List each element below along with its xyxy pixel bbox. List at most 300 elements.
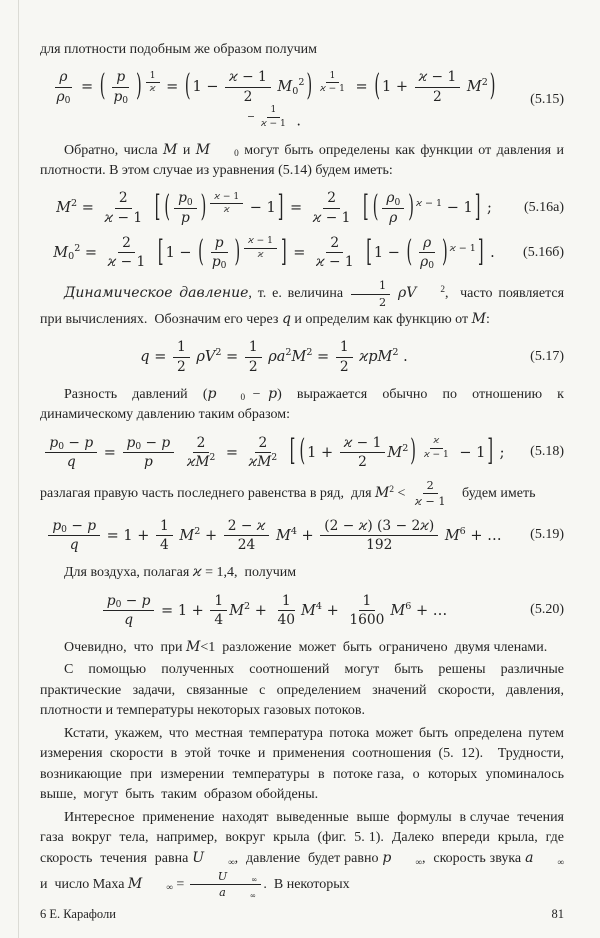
fraction-numerator [48,518,100,536]
text-run: = [77,200,99,217]
math-variable: ρ [196,349,205,366]
page-number: 81 [551,907,564,921]
fraction [340,435,386,471]
text-run: = [161,79,183,96]
text-run: . [485,244,495,261]
math-variable: p [84,434,94,451]
paragraph [40,140,568,182]
fraction-numerator [326,235,343,253]
group-content [107,69,134,105]
text-run: и [177,142,196,158]
text-run: = [76,79,98,96]
bracket-group [156,235,289,271]
fraction [257,105,290,129]
text-run: <1 разложение может быть ограничено двумя членами. [200,640,548,656]
text-run: ∞ [249,890,256,900]
math-variable: ϰ [414,495,422,509]
text-run: 0 [115,599,122,610]
math-variable: ϰ [229,69,238,86]
text-run: 0 [220,261,227,272]
text-run: − 1 [113,209,143,226]
text-run: − 1 [116,254,146,271]
text-run: 0 [61,524,67,535]
fraction [45,435,97,471]
fraction [123,435,175,471]
fraction [245,339,262,375]
fraction-denominator [309,209,355,226]
paragraph [40,637,564,658]
math-variable: ϰ [260,118,267,129]
superscript [418,436,455,460]
open-bracket: ( [372,191,379,225]
fraction-numerator [211,235,228,253]
fraction-denominator [210,611,227,628]
text-run: 2 [74,242,81,254]
fraction-denominator [240,88,257,105]
text-run: 1 [248,339,258,356]
math-variable: p [211,254,221,271]
text-run: 2 [118,190,128,207]
math-variable: ρ [389,209,398,226]
group-content [193,69,305,105]
text-run: 2 [433,88,442,105]
fraction-denominator [220,204,234,216]
fraction [53,69,75,105]
text-run: − 1 [455,242,476,254]
close-bracket: ) [234,236,241,269]
text-run: 4 [315,600,322,612]
fraction-numerator [123,435,175,453]
fraction-numerator [224,518,270,536]
text-run: + [296,527,319,544]
text-run: 0 [186,197,193,208]
text-run: = 1,4, получим [201,565,297,581]
text-run: Обратно, числа [64,142,164,158]
text-run: − 1 [253,236,273,247]
fraction-denominator [351,295,390,309]
open-bracket: ( [406,236,413,269]
text-run: 2 [330,234,340,251]
text-run: + [322,602,344,619]
text-run: 2 [327,190,336,207]
equation [40,339,564,375]
page-footer [40,907,564,922]
math-variable: p [368,349,378,366]
scan-gutter-line [18,0,19,938]
equation-formula [40,190,508,226]
math-variable: q [124,611,133,628]
fraction [174,190,197,226]
text-run: 2 − [227,517,257,534]
text-run: , часто появляется при вычислениях. Обозначим его через [40,286,568,327]
text-run: 2 [248,358,258,375]
superscript [242,236,279,260]
fraction-numerator [45,435,97,453]
math-variable: M [195,453,210,470]
text-run: 4 [290,525,297,537]
math-variable: M [466,79,482,96]
text-run: 1 − [373,244,405,261]
math-variable: ϰ [418,69,428,86]
math-variable: p [214,234,224,251]
fraction [312,235,358,271]
text-run: 2 [71,198,78,210]
bracket-group [364,235,485,271]
text-run: : [485,311,490,327]
open-bracket: [ [157,236,164,269]
math-variable: M [179,527,195,544]
math-variable: p [126,434,136,451]
fraction [48,518,100,554]
text-run: для плотности подобным же образом получим [40,42,317,57]
page-content [40,40,572,900]
fraction [336,339,353,375]
math-variable: M [387,444,403,461]
text-run: 2 [306,347,313,359]
math-variable: ϰ [433,435,440,446]
math-variable: p [178,190,187,207]
fraction-denominator [183,453,219,470]
math-variable: q [66,453,76,470]
math-variable: p [143,453,153,470]
text-run: − [64,434,85,451]
text-run: + … [465,527,502,544]
fraction-denominator [411,494,450,508]
math-variable: ϰ [343,434,353,451]
math-variable: ϰ [214,191,220,202]
text-run: − 1 [454,444,486,461]
math-variable: p [161,434,171,451]
text-run: , скорость звука [421,851,526,867]
fraction [351,279,390,308]
fraction [316,71,349,95]
math-variable: ϰ [415,198,422,210]
math-variable: ϰ [449,242,456,254]
text-run: 1 [378,279,387,293]
text-run: = 1 + [102,527,155,544]
text-run: ) выражается обычно по отношению к динамическому давлению таким образом: [40,386,571,423]
math-variable: M [277,79,293,96]
math-variable: M [127,875,143,892]
text-run: ; [482,200,492,217]
fraction [416,235,438,271]
math-variable: M [275,527,291,544]
math-variable: ϰ [257,249,264,260]
text-run: 2 [426,479,434,493]
fraction-numerator [351,279,390,294]
equation-formula [40,339,508,375]
bracket-group [196,235,242,271]
text-run: 2 [392,347,399,359]
text-run: 1 + [381,79,413,96]
text-run: 2 [244,600,251,612]
group-content [166,235,279,271]
text-run: . [291,113,302,130]
fraction-numerator [173,339,190,357]
equation-formula [40,518,508,554]
equation [40,69,564,130]
superscript [247,105,292,129]
open-bracket: ( [299,435,306,469]
math-variable: ϰ [312,209,322,226]
fraction-numerator [115,190,132,208]
math-variable: M [56,200,71,217]
fraction-denominator [245,453,281,470]
fraction [420,436,453,460]
group-content [371,190,473,226]
equation-number: (5.15) [530,91,564,107]
open-bracket: ( [164,191,171,225]
text-run: − 1 [220,191,240,202]
text-run: 1 [362,592,372,609]
text-run: Интересное применение находят выведенные выше формулы в случае течения газа вокруг тела, например, вокруг крыла (фиг. 5. 1). Далеко впереди крыла, где скорость течения равна [40,809,571,867]
math-variable: p [52,517,62,534]
math-variable: ρ [423,234,432,251]
text-run: 2 [481,77,488,89]
text-run: − 1 [352,434,382,451]
text-run: − [246,111,255,123]
math-variable: M [375,485,390,502]
open-bracket: ( [184,70,191,104]
fraction-denominator [312,253,358,270]
text-run: и определим как функцию от [290,311,472,327]
text-run: − 1 [321,209,351,226]
fraction [210,593,227,629]
fraction [173,339,190,375]
fraction-denominator [156,536,173,553]
text-run: ; [495,444,505,461]
text-run: 2 [440,283,445,294]
fraction-denominator [53,88,75,105]
math-variable: p [87,517,97,534]
text-run: 1 [329,70,336,81]
open-bracket: [ [154,191,161,225]
fraction-denominator [234,536,260,553]
text-run: ) (3 − 2 [367,517,421,534]
bracket-group [153,190,286,226]
fraction-numerator [156,518,173,536]
fraction-numerator [255,435,272,453]
close-bracket: ] [280,236,287,269]
text-run: 0 [58,441,65,452]
open-bracket: [ [366,236,372,269]
bracket-group [297,435,418,471]
fraction-denominator [63,453,80,470]
text-run [176,444,181,460]
fraction-denominator [420,449,453,461]
text-run: 4 [214,611,224,628]
text-run: 2 [298,77,305,89]
text-run: , давление будет равно [234,851,383,867]
math-variable: ϰ [223,205,230,216]
paragraph [40,479,564,508]
text-run: − 1 [245,200,276,217]
group-content [206,235,233,271]
text-run: 1 + [307,444,338,461]
fraction [382,190,404,226]
text-run: < [394,486,409,502]
fraction [190,870,262,899]
text-run: − 1 [325,84,345,95]
text-run: − 1 [442,200,473,217]
equation-formula [40,435,508,471]
text-run: = [80,244,102,261]
fraction-numerator [245,339,262,357]
text-run: − 1 [324,254,354,271]
text-run: С помощью полученных соотношений могут быть решены различные практические задачи, связанные с определением значений скорости, давления, плотности и температуры некоторых газовых потоков. [40,662,568,719]
group-content [162,190,275,226]
fraction [224,518,270,554]
equation-number: (5.17) [530,349,564,365]
fraction-numerator [193,435,210,453]
fraction [225,69,271,105]
close-bracket: ) [442,236,448,269]
math-variable: p [141,592,151,609]
fraction-numerator [419,235,435,253]
fraction-numerator [359,593,376,611]
text-run: Кстати, укажем, что местная температура потока может быть определена путем измерения скорости в этой точке и применения соотношения (5. 12). Трудности, возникающие при измерении температуры в потоке газа, о которых упоминалось выше, могут быть таким образом обойдены. [40,725,571,803]
paragraph [40,279,568,330]
text-run: 2 [122,234,131,251]
fraction-denominator [254,249,268,261]
text-run: 2 [285,347,292,359]
text-run: и число Маха [40,851,572,892]
text-run: 0 [428,261,435,272]
fraction-numerator [323,190,340,208]
text-run: 0 [64,95,71,106]
math-variable: a [525,850,534,867]
bracket-group [183,69,314,105]
text-run: 2 [258,434,268,451]
text-run: 1 [214,592,224,609]
group-content [382,69,488,105]
text-run: − 1 [266,118,286,129]
fraction [245,435,281,471]
fraction [103,593,155,629]
fraction-denominator [274,611,300,628]
fraction [156,518,173,554]
text-run: 1 [160,517,169,534]
bracket-group [162,190,208,226]
math-variable: p [49,434,59,451]
text-run: 1 [281,592,291,609]
footer-signature: 6 Е. Карафоли [40,907,116,921]
close-bracket: ] [487,435,494,469]
math-variable: ρ [56,88,65,105]
text-run: − 1 [429,449,449,460]
text-run: = [221,444,243,461]
text-run: 1 [176,339,186,356]
text-run: 2 [271,453,278,464]
math-variable: p [268,385,278,402]
text-run: ) [428,517,435,534]
text-run: 4 [160,536,169,553]
open-bracket: ( [99,70,106,104]
text-run: − 1 [421,495,446,509]
math-variable: V [204,349,216,366]
group-content [172,190,199,226]
text-run: 2 [215,347,222,359]
fraction-denominator [191,885,260,899]
text-run: Разность давлений ( [64,386,208,402]
text-run: + [250,602,272,619]
text-run: 0 [68,251,75,263]
fraction-numerator [103,593,155,611]
text-run: 0 [122,95,129,106]
math-variable: q [140,349,150,366]
group-content [414,235,440,271]
text-run: 0 [394,197,401,208]
math-variable: M [471,310,486,327]
math-variable: ρ [386,190,395,207]
math-variable: Динамическое давление [64,285,249,302]
text-run: − 1 [427,69,457,86]
math-variable: M [229,602,245,619]
text-run: 2 [176,358,186,375]
fraction-denominator [245,358,262,375]
fraction [210,192,243,216]
fraction-denominator [140,453,157,470]
text-run: 2 [243,88,253,105]
equation-number: (5.16а) [523,200,564,216]
math-variable: ϰ [186,453,196,470]
close-bracket: ] [277,191,284,225]
text-run: 2 [402,442,409,454]
math-variable: M [444,527,460,544]
fraction-denominator [385,209,401,226]
text-run: − 1 [421,198,443,210]
text-run: = [221,349,243,366]
fraction-numerator [244,236,277,249]
math-variable: M [390,602,406,619]
math-variable: ϰ [423,449,430,460]
fraction-denominator [362,536,396,553]
math-variable: M [53,244,69,261]
equation-formula [40,69,508,130]
fraction [104,235,150,271]
math-variable: a [219,886,226,900]
fraction-denominator [429,88,446,105]
fraction-numerator [190,870,262,885]
paragraph [40,808,572,900]
fraction-numerator [146,71,160,84]
fraction-numerator [225,69,271,87]
math-variable: ϰ [192,564,202,581]
close-bracket: ] [477,236,484,269]
fraction-denominator [354,453,371,470]
fraction-numerator [55,69,71,87]
fraction [146,71,160,95]
fraction-numerator [423,479,438,494]
text-run: = [350,79,373,96]
fraction [274,593,300,629]
fraction [415,69,461,105]
paragraph [40,384,571,426]
fraction [411,479,450,508]
text-run: = [99,444,121,461]
text-run: могут быть определены как функции от давления и плотности. В этом случае из уравнения (5.14) будем иметь: [40,142,568,178]
math-variable: q [69,536,79,553]
math-variable: V [406,285,417,302]
fraction-denominator [345,611,388,628]
text-run: = 1 + [156,602,209,619]
text-run: ∞ [251,874,258,884]
equation [40,435,564,471]
text-run: 2 [358,453,367,470]
text-run: = [312,349,334,366]
math-variable: M [377,349,393,366]
math-variable: ϰ [104,209,114,226]
